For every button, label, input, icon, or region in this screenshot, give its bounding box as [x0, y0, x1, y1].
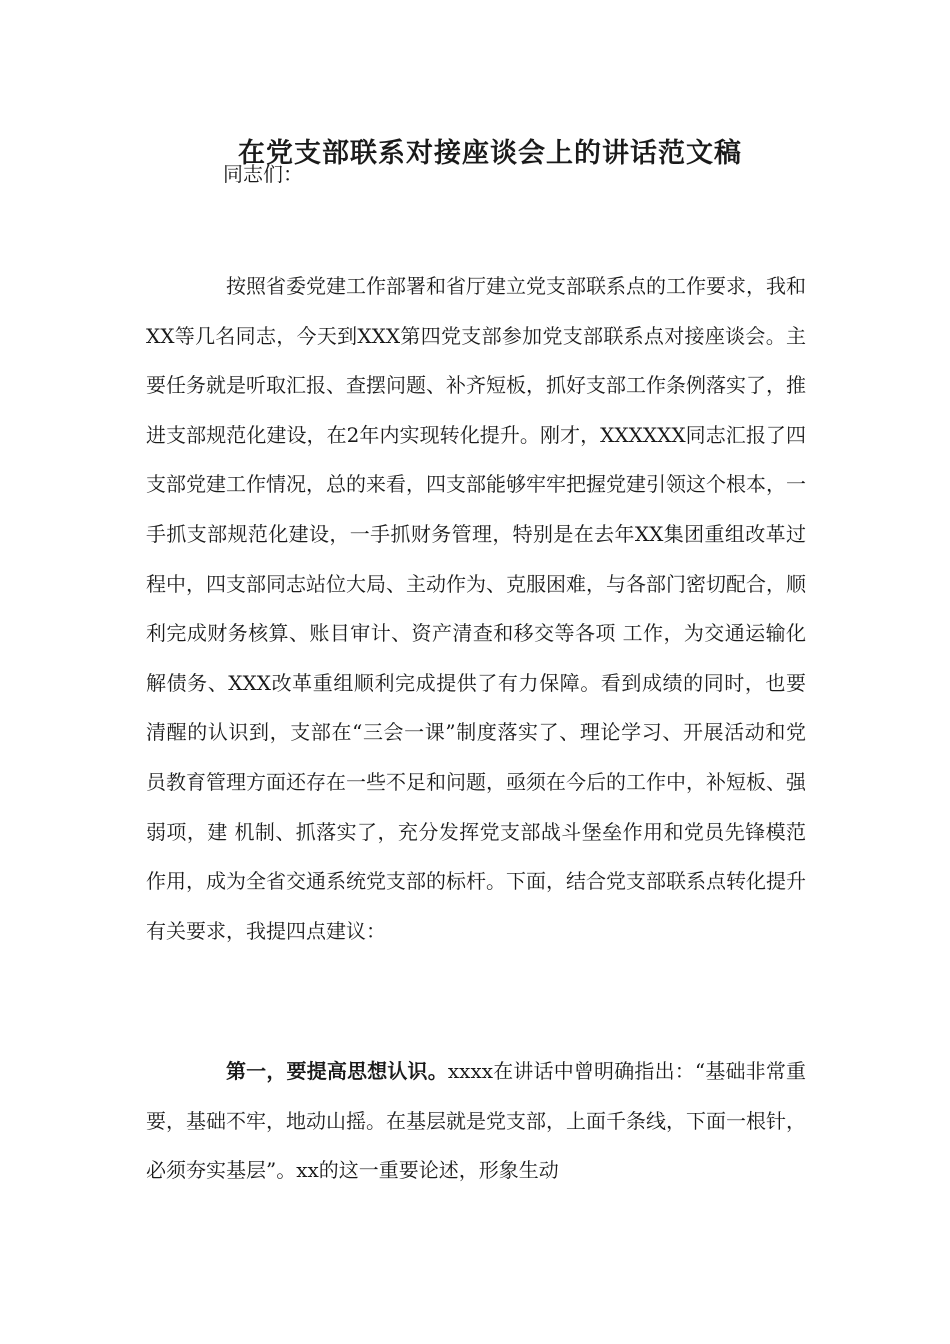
paragraph-1-text: 按照省委党建工作部署和省厅建立党支部联系点的工作要求，我和XX等几名同志，今天到XXX第四党支部参加党支部联系点对接座谈会。主要任务就是听取汇报、查摆问题、补齐短板，抓好支部工作条例落实了，推进支部规范化建设，在2年内实现转化提升。刚才，XXXXXX同志汇报了四支部党建工作情况，总的来看，四支部能够牢牢把握党建引领这个根本，一手抓支部规范化建设，一手抓财务管理，特别是在去年XX集团重组改革过程中，四支部同志站位大局、主动作为、克服困难，与各部门密切配合，顺利完成财务核算、账目审计、资产清查和移交等各项 工作，为交通运输化解债务、XXX改革重组顺利完成提供了有力保障。看到成绩的同时，也要清醒的认识到，支部在“三会一课”制度落实了、理论学习、开展活动和党员教育管理方面还存在一些不足和问题，亟须在今后的工作中，补短板、强弱项，建 机制、抓落实了，充分发挥党支部战斗堡垒作用和党员先锋模范作用，成为全省交通系统党支部的标杆。下面，结合党支部联系点转化提升有关要求，我提四点建议： — [146, 274, 806, 943]
salutation: 同志们： — [223, 162, 303, 186]
paragraph-2-text: xxxx在讲话中曾明确指出：“基础非常重要，基础不牢，地动山摇。在基层就是党支部，上面千条线，下面一根针，必须夯实基层”。xx的这一重要论述，形象生动 — [146, 1059, 807, 1183]
paragraph-2-lead: 第一，要提高思想认识。 — [226, 1059, 448, 1083]
paragraph-2 — [146, 1047, 806, 1196]
paragraph-1 — [146, 262, 806, 956]
document-title: 在党支部联系对接座谈会上的讲话范文稿 — [238, 138, 742, 169]
